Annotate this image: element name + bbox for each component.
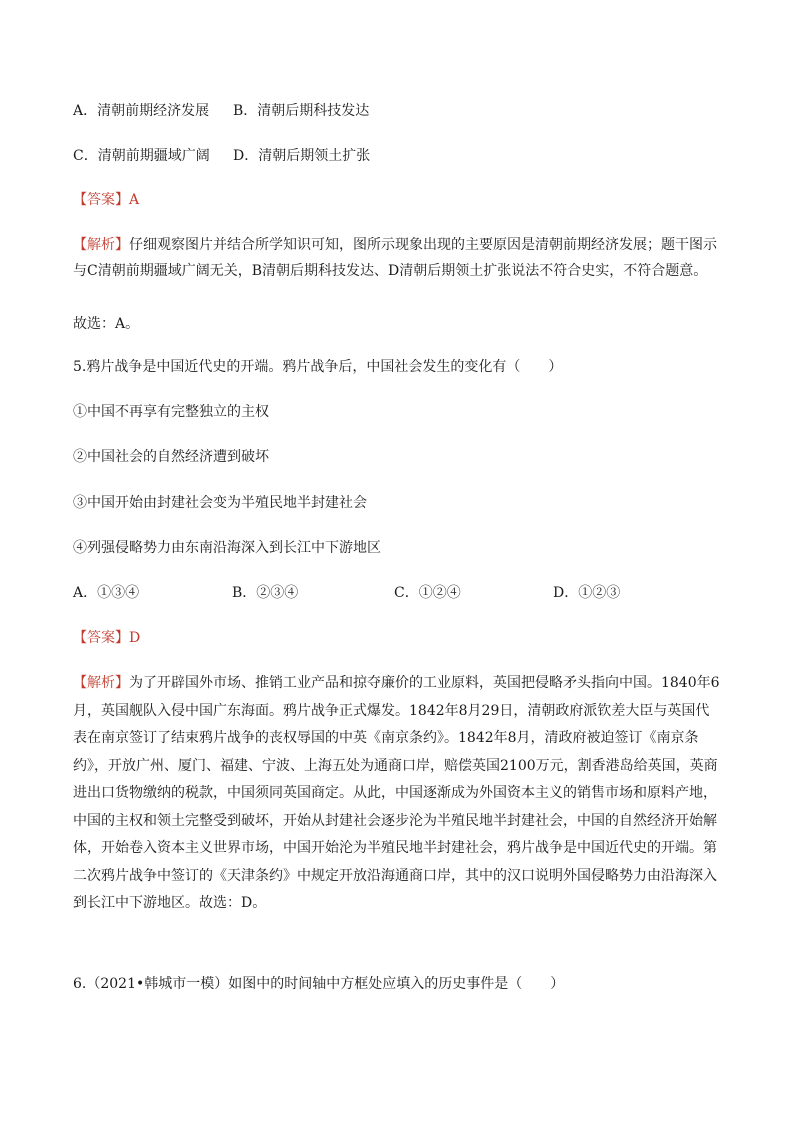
q5-option-a: A．①③④ — [73, 585, 140, 601]
q5-item-4: ④列强侵略势力由东南沿海深入到长江中下游地区 — [73, 540, 381, 556]
q5-item-3: ③中国开始由封建社会变为半殖民地半封建社会 — [73, 495, 367, 511]
q5-option-b: B．②③④ — [232, 585, 299, 601]
q5-stem: 5.鸦片战争是中国近代史的开端。鸦片战争后，中国社会发生的变化有（ ） — [73, 359, 563, 375]
q6-stem: 6.（2021•韩城市一模）如图中的时间轴中方框处应填入的历史事件是（ ） — [73, 976, 565, 992]
q5-option-c: C．①②④ — [394, 585, 461, 601]
q4-analysis — [73, 232, 721, 284]
q4-option-c: C．清朝前期疆域广阔 — [73, 148, 210, 164]
q5-option-d: D．①②③ — [553, 585, 621, 601]
q4-option-d: D．清朝后期领土扩张 — [233, 148, 371, 164]
analysis-text: 仔细观察图片并结合所学知识可知，图所示现象出现的主要原因是清朝前期经济发展；题干图示与C清朝前期疆域广阔无关，B清朝后期科技发达、D清朝后期领土扩张说法不符合史实，不符合题意。 — [73, 237, 717, 279]
q5-item-1: ①中国不再享有完整独立的主权 — [73, 404, 269, 420]
q4-option-b: B．清朝后期科技发达 — [233, 103, 370, 119]
analysis-tag: 【解析】 — [73, 675, 129, 691]
answer-value: A — [129, 192, 140, 208]
q5-analysis — [73, 670, 721, 918]
answer-value: D — [129, 630, 141, 646]
q5-answer — [73, 628, 140, 648]
q4-choose: 故选：A。 — [73, 316, 140, 332]
answer-tag: 【答案】 — [73, 630, 129, 646]
q4-option-a: A．清朝前期经济发展 — [73, 103, 210, 119]
q4-answer — [73, 190, 139, 210]
answer-tag: 【答案】 — [73, 192, 129, 208]
analysis-tag: 【解析】 — [73, 237, 129, 253]
q5-item-2: ②中国社会的自然经济遭到破坏 — [73, 449, 269, 465]
analysis-text: 为了开辟国外市场、推销工业产品和掠夺廉价的工业原料，英国把侵略矛头指向中国。1840年6月，英国舰队入侵中国广东海面。鸦片战争正式爆发。1842年8月29日，清朝政府派钦差大臣与英国代表在南京签订了结束鸦片战争的丧权辱国的中英《南京条约》。1842年8月，清政府被迫签订《南京条约》，开放广州、厦门、福建、宁波、上海五处为通商口岸，赔偿英国2100万元，割香港岛给英国，英商进出口货物缴纳的税款，中国须同英国商定。从此，中国逐渐成为外国资本主义的销售市场和原料产地，中国的主权和领土完整受到破坏，开始从封建社会逐步沦为半殖民地半封建社会，中国的自然经济开始解体，开始卷入资本主义世界市场，中国开始沦为半殖民地半封建社会，鸦片战争是中国近代史的开端。第二次鸦片战争中签订的《天津条约》中规定开放沿海通商口岸，其中的汉口说明外国侵略势力由沿海深入到长江中下游地区。故选：D。 — [73, 675, 720, 911]
